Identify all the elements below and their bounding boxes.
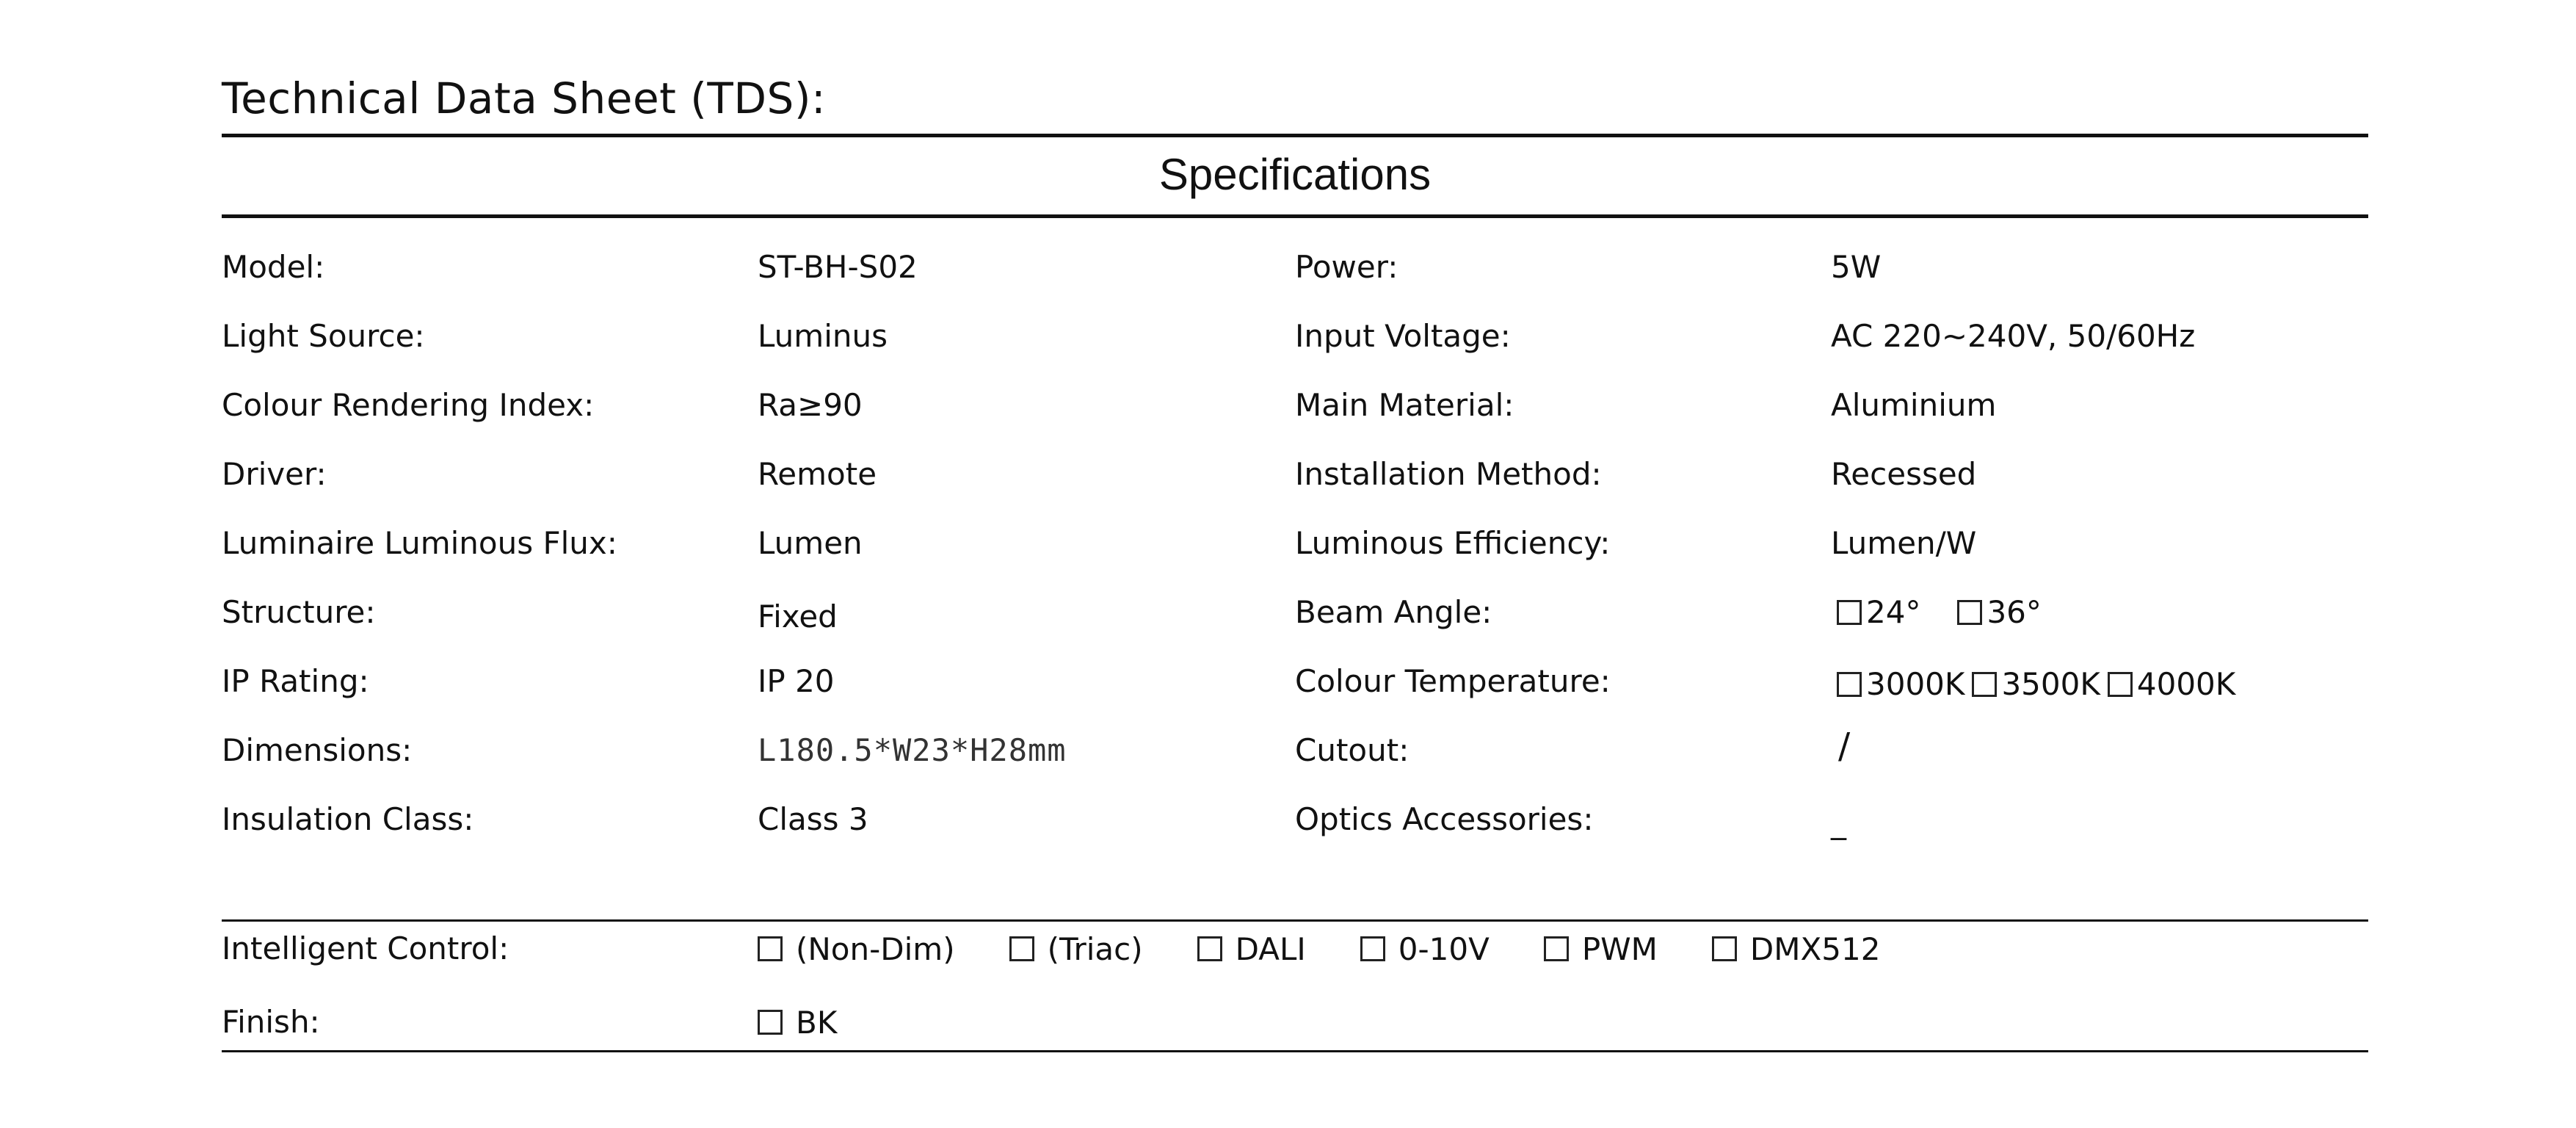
title-divider [222, 134, 2368, 137]
spec-label: Power: [1295, 249, 1398, 285]
control-option-label: DALI [1235, 930, 1306, 967]
control-option-label: PWM [1581, 930, 1658, 967]
checkbox-icon[interactable] [1360, 936, 1385, 961]
spec-label: Main Material: [1295, 387, 1514, 423]
spec-value: ST-BH-S02 [758, 249, 918, 285]
checkbox-icon[interactable] [758, 936, 783, 961]
control-option-label: (Triac) [1047, 930, 1143, 967]
finish-label: Finish: [222, 1004, 320, 1040]
controls-bottom-divider [222, 1050, 2368, 1052]
spec-row-dimensions [222, 723, 2368, 792]
spec-label: Dimensions: [222, 732, 413, 768]
spec-label: Model: [222, 249, 325, 285]
beam-angle-options [1837, 585, 2062, 640]
spec-label: Installation Method: [1295, 456, 1602, 492]
control-option-label: (Non-Dim) [796, 930, 955, 967]
colour-temperature-option-label: 4000K [2136, 666, 2236, 702]
control-option-label: 0-10V [1398, 930, 1490, 967]
beam-angle-option[interactable] [1837, 585, 1920, 640]
spec-value: Fixed [758, 599, 838, 634]
document-title: Technical Data Sheet (TDS): [222, 73, 827, 123]
spec-label: Colour Temperature: [1295, 663, 1611, 699]
checkbox-icon[interactable] [1957, 600, 1982, 625]
checkbox-icon[interactable] [1197, 936, 1222, 961]
spec-row-cri [222, 377, 2368, 446]
checkbox-icon[interactable] [1972, 672, 1997, 697]
spec-label: Structure: [222, 594, 376, 630]
beam-angle-option[interactable] [1957, 585, 2041, 640]
checkbox-icon[interactable] [1837, 672, 1862, 697]
spec-row-structure [222, 585, 2368, 654]
spec-label: Driver: [222, 456, 327, 492]
spec-row-model [222, 239, 2368, 308]
colour-temperature-options [1837, 657, 2256, 712]
checkbox-icon[interactable] [1544, 936, 1569, 961]
heading-divider [222, 214, 2368, 218]
control-option-pwm[interactable] [1544, 931, 1658, 967]
checkbox-icon[interactable] [1712, 936, 1737, 961]
spec-label: Luminaire Luminous Flux: [222, 525, 617, 561]
section-heading: Specifications [1158, 150, 1432, 199]
spec-value: Remote [758, 456, 877, 492]
checkbox-icon[interactable] [1009, 936, 1034, 961]
spec-value: _ [1831, 804, 1846, 840]
colour-temperature-option[interactable] [2108, 657, 2235, 712]
control-option-dali[interactable] [1197, 931, 1306, 967]
intelligent-control-row [222, 921, 2368, 987]
spec-label: Optics Accessories: [1295, 801, 1594, 837]
intelligent-control-options [758, 921, 1934, 977]
control-option-triac[interactable] [1009, 931, 1143, 967]
spec-value: Ra≥90 [758, 387, 863, 423]
spec-label: Luminous Efficiency: [1295, 525, 1611, 561]
colour-temperature-option-label: 3000K [1866, 666, 1965, 702]
spec-value: IP 20 [758, 663, 835, 699]
beam-angle-option-label: 36° [1987, 594, 2042, 630]
spec-row-driver [222, 446, 2368, 516]
spec-label: Cutout: [1295, 732, 1409, 768]
spec-row-ip-rating [222, 654, 2368, 723]
spec-label: Light Source: [222, 318, 425, 354]
finish-options [758, 994, 891, 1050]
spec-row-insulation-class [222, 792, 2368, 861]
technical-data-sheet [222, 0, 2368, 1128]
spec-row-light-source [222, 308, 2368, 377]
checkbox-icon[interactable] [1837, 600, 1862, 625]
colour-temperature-option[interactable] [1972, 657, 2100, 712]
spec-value: Recessed [1831, 456, 1977, 492]
spec-label: IP Rating: [222, 663, 369, 699]
spec-value: L180.5*W23*H28mm [758, 732, 1067, 768]
control-option-0-10v[interactable] [1360, 931, 1490, 967]
beam-angle-option-label: 24° [1866, 594, 1921, 630]
spec-label: Colour Rendering Index: [222, 387, 595, 423]
spec-label: Insulation Class: [222, 801, 474, 837]
spec-value: Lumen [758, 525, 863, 561]
control-option-dmx512[interactable] [1712, 931, 1881, 967]
spec-value: 5W [1831, 249, 1882, 285]
finish-option-bk[interactable] [758, 1005, 837, 1041]
spec-row-luminous-flux [222, 516, 2368, 585]
control-option-label: DMX512 [1749, 930, 1881, 967]
spec-label: Beam Angle: [1295, 594, 1492, 630]
checkbox-icon[interactable] [2108, 672, 2133, 697]
colour-temperature-option[interactable] [1837, 657, 1964, 712]
spec-value: Lumen/W [1831, 525, 1977, 561]
spec-value: Class 3 [758, 801, 868, 837]
checkbox-icon[interactable] [758, 1010, 783, 1035]
spec-value: AC 220~240V, 50/60Hz [1831, 318, 2196, 354]
control-option-non-dim[interactable] [758, 931, 955, 967]
spec-value: / [1838, 726, 1851, 767]
spec-value: Aluminium [1831, 387, 1997, 423]
spec-label: Input Voltage: [1295, 318, 1511, 354]
colour-temperature-option-label: 3500K [2001, 666, 2100, 702]
spec-value: Luminus [758, 318, 888, 354]
intelligent-control-label: Intelligent Control: [222, 930, 509, 966]
finish-option-label: BK [796, 1004, 838, 1041]
